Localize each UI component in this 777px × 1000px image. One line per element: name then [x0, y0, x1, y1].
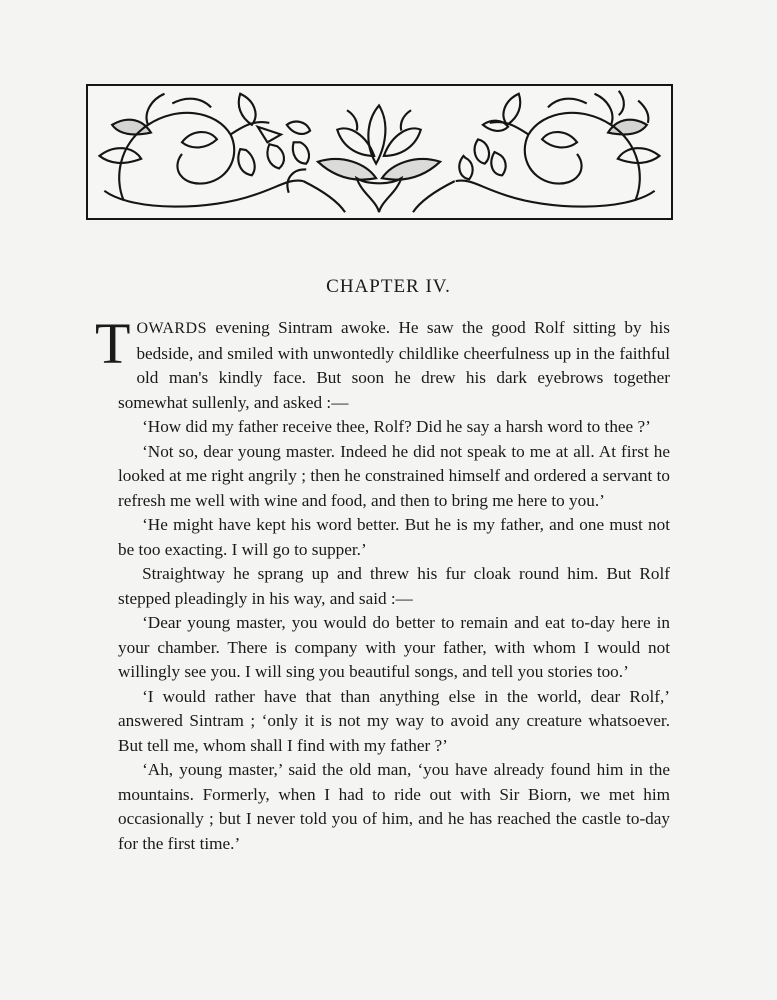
paragraph-7: ‘I would rather have that than anything else in the world, dear Rolf,’ answered Sintram ; ‘only it is not my way to avoid any creature whatsoever. But tell me, whom shall I find with my father ?’	[118, 686, 670, 755]
chapter-title: CHAPTER IV.	[326, 276, 451, 297]
floral-ornament-svg	[88, 86, 671, 218]
paragraph-3: ‘Not so, dear young master. Indeed he did not speak to me at all. At first he looked at me right angrily ; then he constrained himself and ordered a servant to refresh me well with wine and food, and then to bring me here to you.’	[118, 441, 670, 510]
chapter-text	[95, 311, 670, 856]
paragraph-8: ‘Ah, young master,’ said the old man, ‘you have already found him in the mountains. Formerly, when I had to ride out with Sir Biorn, we met him occasionally ; but I never told you of him, and he has reached the castle to-day for the first time.’	[118, 760, 670, 853]
paragraph-2: ‘How did my father receive thee, Rolf? Did he say a harsh word to thee ?’	[142, 417, 651, 436]
floral-headpiece-icon	[86, 84, 673, 220]
paragraph-4: ‘He might have kept his word better. But he is my father, and one must not be too exacting. I will go to supper.’	[118, 515, 670, 559]
paragraph-text: evening Sintram awoke. He saw the good Rolf sitting by his bedside, and smiled with unwontedly childlike cheerfulness up in the faithful old man's kindly face. But soon he drew his dark eyebrows together somewhat sullenly, and asked :—	[118, 318, 670, 412]
paragraph-5: Straightway he sprang up and threw his fur cloak round him. But Rolf stepped pleadingly in his way, and said :—	[118, 564, 670, 608]
paragraph-1	[95, 311, 670, 415]
small-caps-opening: OWARDS	[136, 320, 207, 337]
paragraph-6: ‘Dear young master, you would do better to remain and eat to-day here in your chamber. There is company with your father, with whom I would not willingly see you. I will sing you beautiful songs, and tell you stories too.’	[118, 613, 670, 681]
drop-cap: T	[95, 311, 131, 376]
